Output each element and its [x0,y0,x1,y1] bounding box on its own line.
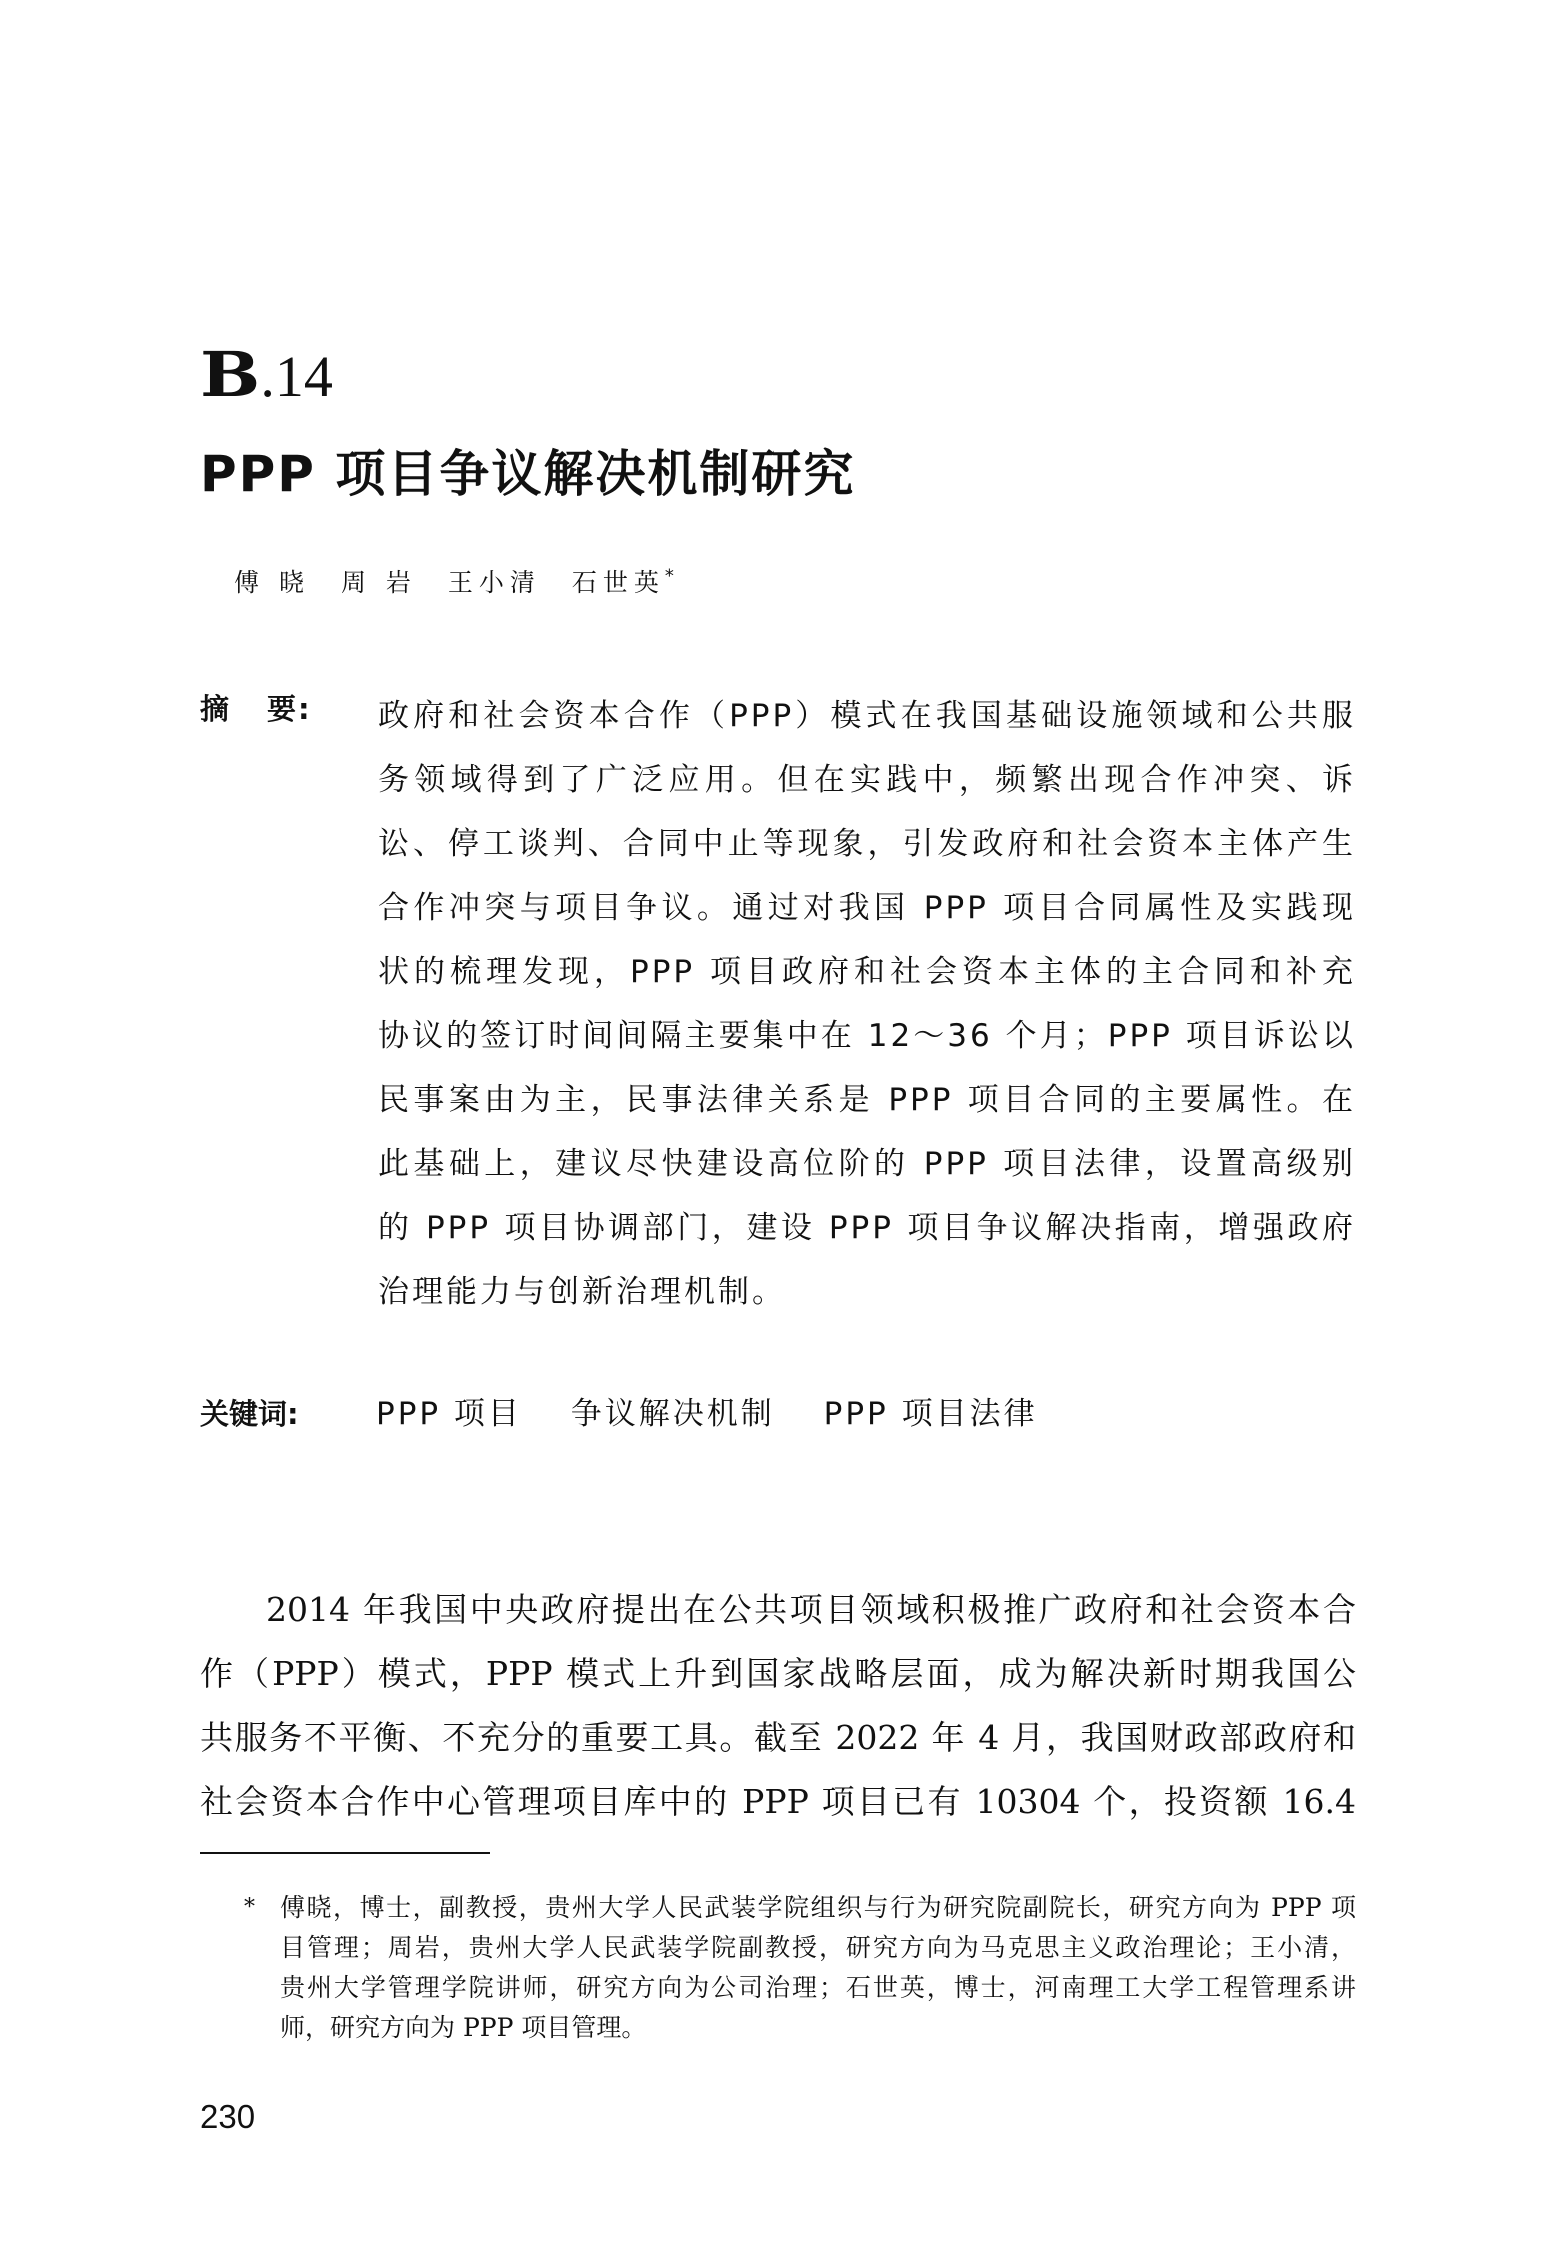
footnote-mark: * [244,1895,255,1920]
footnote-line: 目管理；周岩，贵州大学人民武装学院副教授，研究方向为马克思主义政治理论；王小清， [280,1933,1356,1962]
keyword-item: PPP 项目法律 [823,1396,1038,1432]
abstract-line: 讼、停工谈判、合同中止等现象，引发政府和社会资本主体产生 [378,826,1356,862]
abstract-line: 治理能力与创新治理机制。 [378,1274,786,1310]
chapter-letter: B [200,338,258,411]
abstract-label [200,687,312,728]
body-paragraph [200,1578,1356,1834]
abstract-line: 务领域得到了广泛应用。但在实践中，频繁出现合作冲突、诉 [378,762,1356,798]
body-line: 社会资本合作中心管理项目库中的 PPP 项目已有 10304 个，投资额 16.4 [200,1782,1356,1821]
page-number: 230 [200,2098,256,2135]
footnote-line: 傅晓，博士，副教授，贵州大学人民武装学院组织与行为研究院副院长，研究方向为 PPP 项 [280,1893,1356,1922]
chapter-number [200,338,333,428]
author-names: 傅 晓 周 岩 王小清 石世英 [234,568,665,597]
abstract-line: 民事案由为主，民事法律关系是 PPP 项目合同的主要属性。在 [378,1082,1356,1118]
body-line: 作（PPP）模式，PPP 模式上升到国家战略层面，成为解决新时期我国公 [200,1654,1356,1693]
keyword-item: PPP 项目 [376,1396,522,1432]
abstract-line: 协议的签订时间间隔主要集中在 12～36 个月；PPP 项目诉讼以 [378,1018,1356,1054]
keywords-label: 关键词: [200,1397,299,1431]
author-footnote-mark: * [664,565,674,587]
author-list [234,563,674,599]
body-line: 共服务不平衡、不充分的重要工具。截至 2022 年 4 月，我国财政部政府和 [200,1718,1356,1757]
abstract-line: 的 PPP 项目协调部门，建设 PPP 项目争议解决指南，增强政府 [378,1210,1356,1246]
footnote-line: 贵州大学管理学院讲师，研究方向为公司治理；石世英，博士，河南理工大学工程管理系讲 [280,1973,1356,2002]
keyword-list [376,1388,1038,1433]
abstract-body [378,684,1356,1324]
abstract-line: 此基础上，建议尽快建设高位阶的 PPP 项目法律，设置高级别 [378,1146,1356,1182]
author-footnote [244,1888,1356,2048]
abstract-label-part2: 要: [267,692,312,726]
footnote-divider [200,1852,490,1854]
chapter-title: PPP 项目争议解决机制研究 [200,445,856,503]
body-line: 2014 年我国中央政府提出在公共项目领域积极推广政府和社会资本合 [266,1590,1356,1629]
abstract-line: 政府和社会资本合作（PPP）模式在我国基础设施领域和公共服 [378,698,1356,734]
abstract-label-part1: 摘 [200,692,232,726]
chapter-digits: .14 [260,344,333,409]
abstract-line: 状的梳理发现，PPP 项目政府和社会资本主体的主合同和补充 [378,954,1356,990]
footnote-line: 师，研究方向为 PPP 项目管理。 [280,2013,647,2042]
abstract-line: 合作冲突与项目争议。通过对我国 PPP 项目合同属性及实践现 [378,890,1356,926]
keyword-item: 争议解决机制 [570,1396,775,1432]
